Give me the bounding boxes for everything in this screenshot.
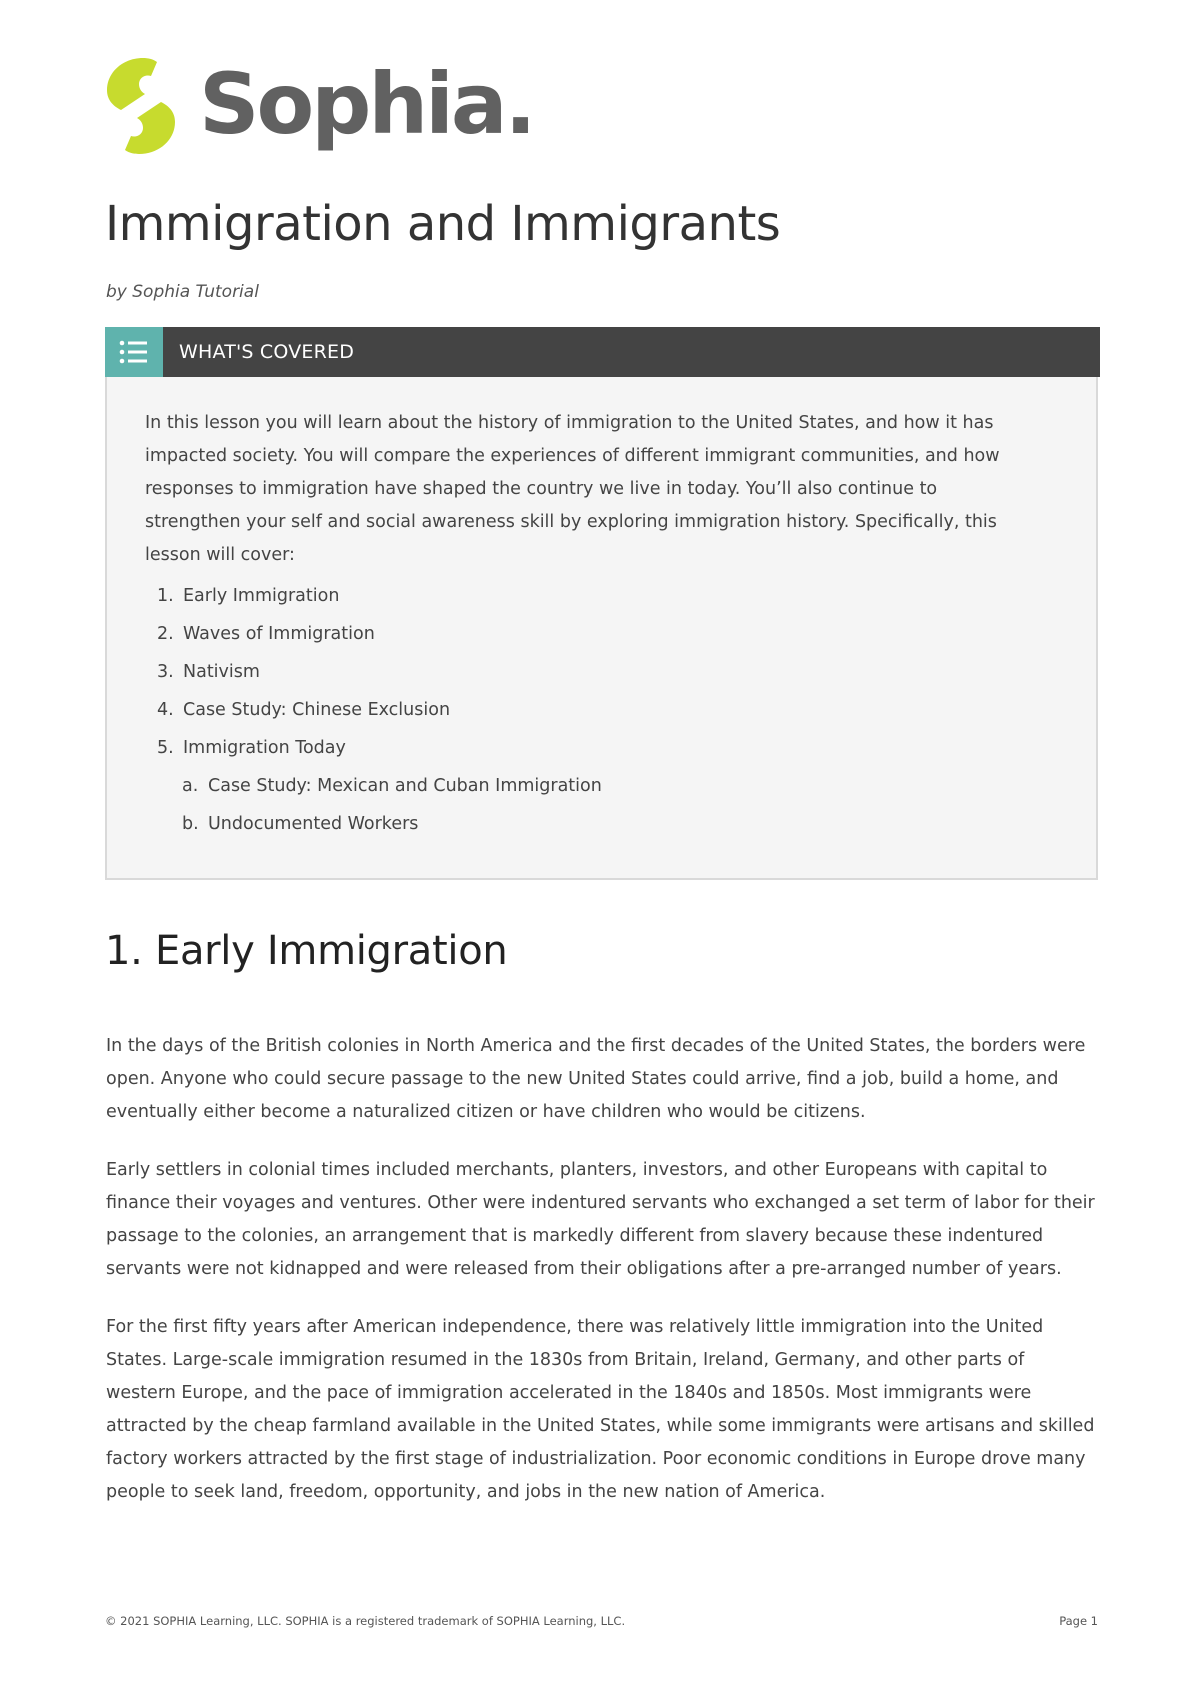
outline-item: 1. Early Immigration: [157, 586, 340, 606]
page-number: Page 1: [1059, 1614, 1098, 1628]
outline-item: 3. Nativism: [157, 662, 260, 682]
outline-subitem: b. Undocumented Workers: [182, 814, 419, 834]
list-icon: [105, 327, 163, 377]
outline-item: 5. Immigration Today: [157, 738, 346, 758]
page-title: Immigration and Immigrants: [105, 196, 781, 252]
page-footer: [105, 1614, 1098, 1628]
copyright-text: © 2021 SOPHIA Learning, LLC. SOPHIA is a registered trademark of SOPHIA Learning, LLC.: [105, 1614, 626, 1628]
whats-covered-box: [105, 327, 1098, 880]
paragraph: Early settlers in colonial times included merchants, planters, investors, and other Europeans with capital to finance their voyages and ventures. Other were indentured servants who exchanged a set term of labor for their passage to the colonies, an arrangement that is markedly different from slavery because these indentured servants were not kidnapped and were released from their obligations after a pre-arranged number of years.: [106, 1160, 1095, 1279]
paragraph: For the first fifty years after American independence, there was relatively little immigration into the United States. Large-scale immigration resumed in the 1830s from Britain, Ireland, Germany, and other parts of western Europe, and the pace of immigration accelerated in the 1840s and 1850s. Most immigrants were attracted by the cheap farmland available in the United States, while some immigrants were artisans and skilled factory workers attracted by the first stage of industrialization. Poor economic conditions in Europe drove many people to seek land, freedom, opportunity, and jobs in the new nation of America.: [106, 1317, 1095, 1502]
sophia-logo: [105, 56, 534, 156]
section-body: [106, 1030, 1096, 1534]
sophia-wordmark: Sophia.: [199, 55, 534, 153]
whats-covered-intro: In this lesson you will learn about the history of immigration to the United States, and how it has impacted society. You will compare the experiences of different immigrant communities, and how responses to immigration have shaped the country we live in today. You’ll also continue to strengthen your self and social awareness skill by exploring immigration history. Specifically, this lesson will cover:: [145, 413, 1000, 565]
sophia-logo-mark-icon: [105, 56, 177, 156]
whats-covered-header: [105, 327, 1100, 377]
whats-covered-label: WHAT'S COVERED: [179, 341, 355, 363]
outline-item: 2. Waves of Immigration: [157, 624, 375, 644]
whats-covered-body: [145, 407, 1025, 843]
paragraph: In the days of the British colonies in North America and the first decades of the United States, the borders were open. Anyone who could secure passage to the new United States could arrive, find a job, build a home, and eventually either become a naturalized citizen or have children who would be citizens.: [106, 1036, 1086, 1122]
outline-subitem: a. Case Study: Mexican and Cuban Immigration: [182, 776, 602, 796]
outline-item: 4. Case Study: Chinese Exclusion: [157, 700, 451, 720]
section-heading: 1. Early Immigration: [105, 928, 508, 974]
lesson-outline: [145, 577, 1025, 843]
byline: by Sophia Tutorial: [106, 282, 259, 302]
